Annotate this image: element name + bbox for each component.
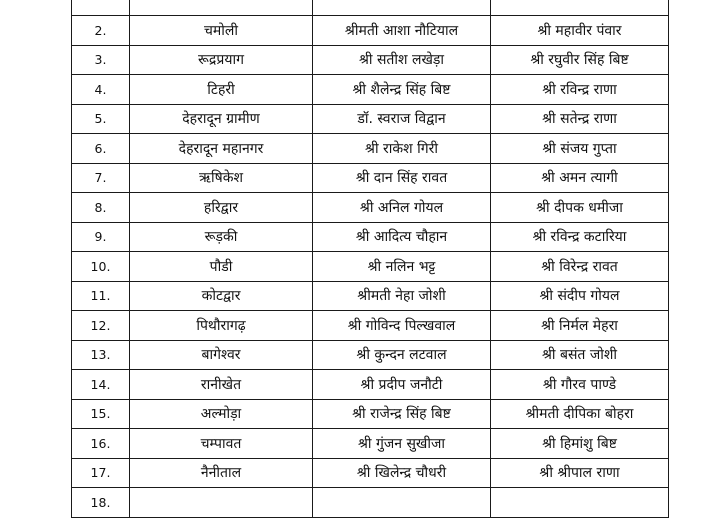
- row-number-cell: 12.: [72, 311, 130, 341]
- name-cell: [491, 0, 669, 16]
- name-cell: श्री कुन्दन लटवाल: [313, 340, 491, 370]
- name-cell: श्री राकेश गिरी: [313, 134, 491, 164]
- row-number-cell: 18.: [72, 488, 130, 518]
- name-cell: श्री निर्मल मेहरा: [491, 311, 669, 341]
- table-row: [72, 222, 669, 252]
- name-cell: श्री बसंत जोशी: [491, 340, 669, 370]
- district-cell: देहरादून महानगर: [130, 134, 313, 164]
- name-cell: [313, 0, 491, 16]
- row-number-cell: 16.: [72, 429, 130, 459]
- members-table-container: [71, 0, 668, 518]
- row-number-cell: 8.: [72, 193, 130, 223]
- name-cell: श्री दीपक धमीजा: [491, 193, 669, 223]
- district-cell: हरिद्वार: [130, 193, 313, 223]
- district-cell: रानीखेत: [130, 370, 313, 400]
- row-number-cell: 14.: [72, 370, 130, 400]
- row-number-cell: 5.: [72, 104, 130, 134]
- table-row: [72, 458, 669, 488]
- row-number-cell: 7.: [72, 163, 130, 193]
- name-cell: [313, 488, 491, 518]
- name-cell: श्री सतीश लखेड़ा: [313, 45, 491, 75]
- district-cell: देहरादून ग्रामीण: [130, 104, 313, 134]
- table-row: [72, 193, 669, 223]
- members-table: [71, 0, 669, 518]
- district-cell: अल्मोड़ा: [130, 399, 313, 429]
- name-cell: श्री संजय गुप्ता: [491, 134, 669, 164]
- row-number-cell: 4.: [72, 75, 130, 105]
- name-cell: श्री रघुवीर सिंह बिष्ट: [491, 45, 669, 75]
- row-number-cell: 15.: [72, 399, 130, 429]
- row-number-cell: 2.: [72, 16, 130, 46]
- table-row: [72, 488, 669, 518]
- row-number-cell: 11.: [72, 281, 130, 311]
- name-cell: श्री सतेन्द्र राणा: [491, 104, 669, 134]
- name-cell: श्री अमन त्यागी: [491, 163, 669, 193]
- name-cell: श्री महावीर पंवार: [491, 16, 669, 46]
- name-cell: श्री राजेन्द्र सिंह बिष्ट: [313, 399, 491, 429]
- table-row: [72, 281, 669, 311]
- row-number-cell: 9.: [72, 222, 130, 252]
- table-row: [72, 370, 669, 400]
- name-cell: श्रीमती नेहा जोशी: [313, 281, 491, 311]
- district-cell: पिथौरागढ़: [130, 311, 313, 341]
- table-row: [72, 399, 669, 429]
- district-cell: चम्पावत: [130, 429, 313, 459]
- row-number-cell: 6.: [72, 134, 130, 164]
- table-row: [72, 311, 669, 341]
- district-cell: पौडी: [130, 252, 313, 282]
- name-cell: श्रीमती आशा नौटियाल: [313, 16, 491, 46]
- table-row: [72, 104, 669, 134]
- table-row: [72, 45, 669, 75]
- name-cell: श्री प्रदीप जनौटी: [313, 370, 491, 400]
- name-cell: श्री दान सिंह रावत: [313, 163, 491, 193]
- district-cell: बागेश्वर: [130, 340, 313, 370]
- name-cell: श्री गौरव पाण्डे: [491, 370, 669, 400]
- district-cell: ऋषिकेश: [130, 163, 313, 193]
- table-row: [72, 16, 669, 46]
- district-cell: टिहरी: [130, 75, 313, 105]
- district-cell: [130, 488, 313, 518]
- row-number-cell: 3.: [72, 45, 130, 75]
- name-cell: श्री विरेन्द्र रावत: [491, 252, 669, 282]
- name-cell: श्री नलिन भट्ट: [313, 252, 491, 282]
- name-cell: श्री अनिल गोयल: [313, 193, 491, 223]
- table-row: [72, 134, 669, 164]
- district-cell: कोटद्वार: [130, 281, 313, 311]
- district-cell: [130, 0, 313, 16]
- row-number-cell: 13.: [72, 340, 130, 370]
- row-number-cell: 17.: [72, 458, 130, 488]
- name-cell: श्री शैलेन्द्र सिंह बिष्ट: [313, 75, 491, 105]
- name-cell: श्री गुंजन सुखीजा: [313, 429, 491, 459]
- district-cell: नैनीताल: [130, 458, 313, 488]
- name-cell: श्रीमती दीपिका बोहरा: [491, 399, 669, 429]
- name-cell: श्री गोविन्द पिल्खवाल: [313, 311, 491, 341]
- members-table-body: [72, 0, 669, 517]
- row-number-cell: [72, 0, 130, 16]
- name-cell: डॉ. स्वराज विद्वान: [313, 104, 491, 134]
- table-row: [72, 163, 669, 193]
- district-cell: रूद्रप्रयाग: [130, 45, 313, 75]
- row-number-cell: 10.: [72, 252, 130, 282]
- table-row: [72, 252, 669, 282]
- name-cell: श्री संदीप गोयल: [491, 281, 669, 311]
- name-cell: [491, 488, 669, 518]
- table-row: [72, 340, 669, 370]
- district-cell: रूड़की: [130, 222, 313, 252]
- table-row: [72, 0, 669, 16]
- table-row: [72, 429, 669, 459]
- name-cell: श्री खिलेन्द्र चौधरी: [313, 458, 491, 488]
- name-cell: श्री श्रीपाल राणा: [491, 458, 669, 488]
- name-cell: श्री हिमांशु बिष्ट: [491, 429, 669, 459]
- table-row: [72, 75, 669, 105]
- district-cell: चमोली: [130, 16, 313, 46]
- name-cell: श्री आदित्य चौहान: [313, 222, 491, 252]
- name-cell: श्री रविन्द्र कटारिया: [491, 222, 669, 252]
- name-cell: श्री रविन्द्र राणा: [491, 75, 669, 105]
